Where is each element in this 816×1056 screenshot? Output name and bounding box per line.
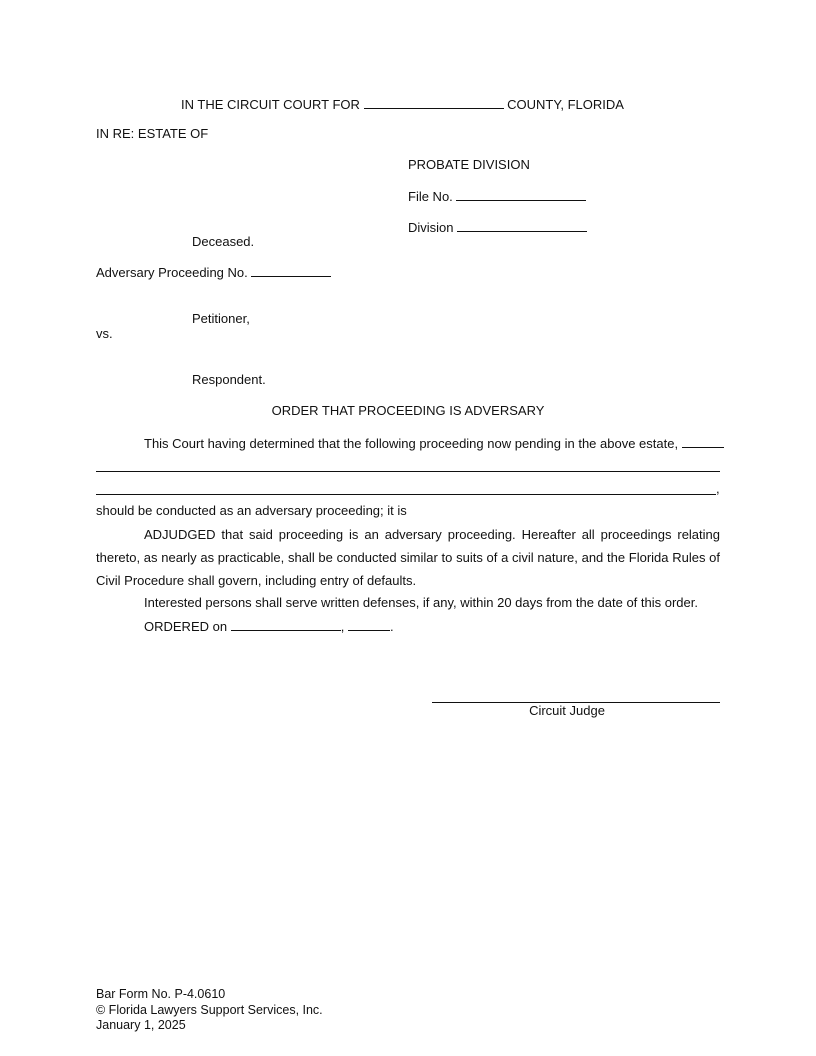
form-date: January 1, 2025 (96, 1018, 186, 1032)
proceeding-line-2 (96, 494, 716, 495)
intro-blank (682, 435, 724, 448)
division-label: Division (408, 220, 454, 235)
court-heading (181, 96, 624, 113)
adjudged-paragraph: ADJUDGED that said proceeding is an adversary proceeding. Hereafter all proceedings relating thereto, as nearly as practicable, shall be conducted similar to suits of a civil nature, and the Florida Rules of Civil Procedure shall govern, including entry of defaults. (96, 527, 720, 588)
petitioner-label: Petitioner, (192, 311, 250, 326)
file-no (408, 188, 586, 205)
court-suffix: COUNTY, FLORIDA (507, 97, 624, 112)
probate-division: PROBATE DIVISION (408, 157, 530, 172)
court-prefix: IN THE CIRCUIT COURT FOR (181, 97, 360, 112)
ordered-period: . (389, 619, 394, 634)
ordered-year-blank (348, 618, 390, 631)
division (408, 219, 587, 236)
deceased-label: Deceased. (192, 234, 255, 249)
order-title: ORDER THAT PROCEEDING IS ADVERSARY (271, 403, 545, 418)
bar-form-no: Bar Form No. P-4.0610 (96, 987, 226, 1001)
form-footer (96, 987, 323, 1034)
division-blank (457, 219, 587, 232)
intro-line (144, 435, 724, 452)
conducted-text: should be conducted as an adversary proceeding; it is (96, 503, 407, 518)
copyright-notice: © Florida Lawyers Support Services, Inc. (96, 1002, 323, 1017)
vs-label: vs. (96, 326, 113, 341)
proceeding-line-1 (96, 471, 720, 472)
county-blank (364, 96, 504, 109)
file-no-blank (456, 188, 586, 201)
file-no-label: File No. (408, 189, 453, 204)
proceeding-comma: , (716, 481, 720, 496)
ordered-line (144, 618, 394, 635)
adversary-label: Adversary Proceeding No. (96, 265, 248, 280)
adversary-blank (251, 264, 331, 277)
circuit-judge-label: Circuit Judge (529, 703, 605, 718)
intro-text: This Court having determined that the following proceeding now pending in the above estate, (144, 436, 679, 451)
ordered-label: ORDERED on (144, 619, 228, 634)
adversary-proceeding-no (96, 264, 331, 281)
ordered-comma: , (340, 619, 345, 634)
respondent-label: Respondent. (192, 372, 266, 387)
in-re-estate: IN RE: ESTATE OF (96, 126, 209, 141)
ordered-date-blank (231, 618, 341, 631)
interested-text: Interested persons shall serve written defenses, if any, within 20 days from the date of this order. (144, 595, 698, 610)
